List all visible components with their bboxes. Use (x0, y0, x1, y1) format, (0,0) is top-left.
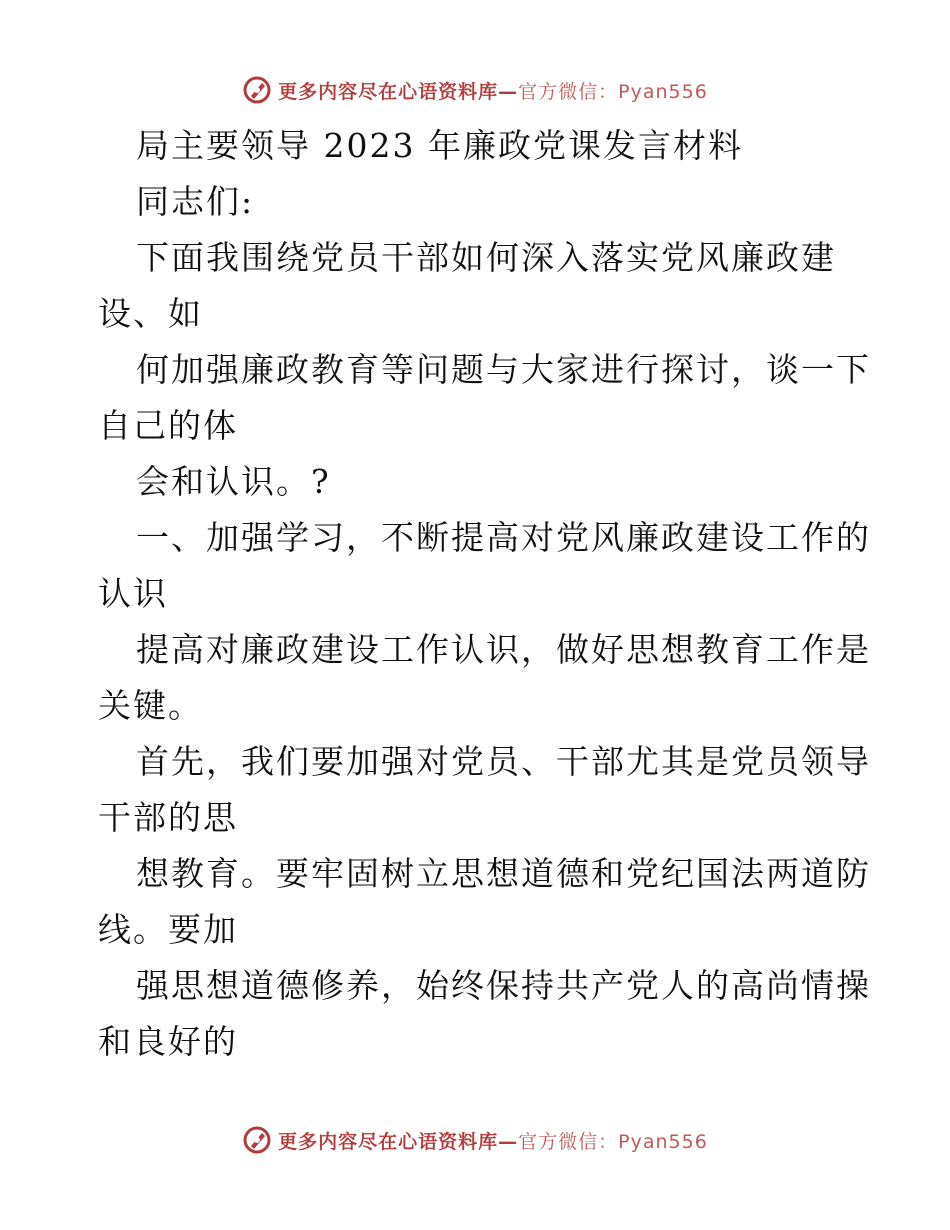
watermark-site-text: 更多内容尽在心语资料库— (278, 80, 519, 103)
text-line: 强思想道德修养，始终保持共产党人的高尚情操 (136, 966, 871, 1005)
text-line: 一、加强学习，不断提高对党风廉政建设工作的 (136, 518, 871, 557)
text-line: 同志们: (136, 182, 255, 221)
text-line: 会和认识。? (136, 462, 331, 501)
text-line: 设、如 (98, 294, 203, 333)
document-title: 局主要领导 2023 年廉政党课发言材料 (136, 126, 743, 165)
text-line: 干部的思 (98, 798, 238, 837)
text-line: 想教育。要牢固树立思想道德和党纪国法两道防 (136, 854, 871, 893)
watermark-wechat-text: 官方微信：Pyan556 (518, 80, 708, 103)
text-line: 下面我围绕党员干部如何深入落实党风廉政建 (136, 238, 836, 277)
text-line: 关键。 (98, 686, 203, 725)
pen-logo-icon (242, 1125, 272, 1155)
text-line: 首先，我们要加强对党员、干部尤其是党员领导 (136, 742, 871, 781)
text-line: 线。要加 (98, 910, 238, 949)
header-watermark (0, 70, 950, 110)
text-line: 提高对廉政建设工作认识，做好思想教育工作是 (136, 630, 871, 669)
document-body (98, 118, 871, 1070)
text-line: 和良好的 (98, 1022, 238, 1061)
watermark-wechat-text: 官方微信：Pyan556 (518, 1130, 708, 1153)
footer-watermark (0, 1120, 950, 1160)
pen-logo-icon (242, 75, 272, 105)
watermark-site-text: 更多内容尽在心语资料库— (278, 1130, 519, 1153)
text-line: 何加强廉政教育等问题与大家进行探讨，谈一下 (136, 350, 871, 389)
text-line: 认识 (98, 574, 168, 613)
text-line: 自己的体 (98, 406, 238, 445)
